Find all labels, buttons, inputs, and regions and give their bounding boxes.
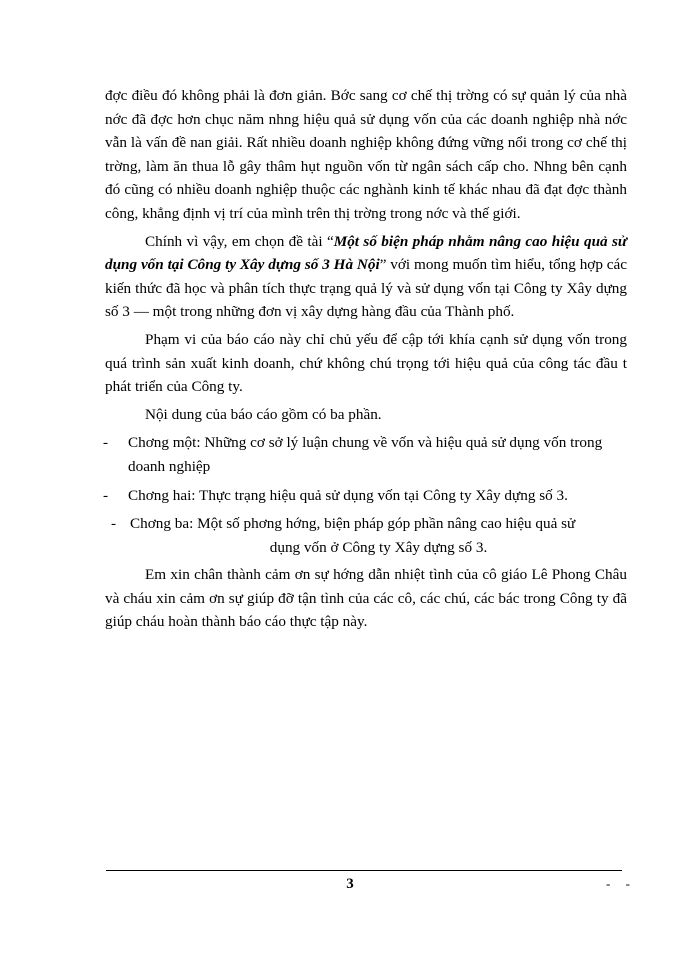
list-item-chapter-3 [105,512,627,559]
page-number: 3 [346,876,354,892]
topic-title: Một số biện pháp nhằm nâng cao hiệu quả sử dụng vốn tại Công ty Xây dựng số 3 Hà Nội [105,232,628,274]
bullet-marker: - [103,486,109,504]
footer-dashes: - - [606,876,636,891]
list-item-chapter-2 [105,484,627,508]
chapter-2-text: Chơng hai: Thực trạng hiệu quả sử dụng vốn tại Công ty Xây dựng số 3. [128,486,568,504]
paragraph-topic [105,230,627,324]
chapter-3-text-line2: dụng vốn ở Công ty Xây dựng số 3. [269,538,488,556]
bullet-marker: - [111,515,117,533]
list-item-chapter-1 [105,431,627,478]
footer-rule [106,870,622,871]
topic-prefix: Chính vì vậy, em chọn đề tài “ [145,232,334,250]
bullet-marker: - [103,434,109,452]
document-body [105,84,627,634]
paragraph-contents: Nội dung của báo cáo gồm có ba phần. [145,405,382,423]
chapter-1-text: Chơng một: Những cơ sở lý luận chung về vốn và hiệu quả sử dụng vốn trong doanh nghiệp [128,434,603,475]
paragraph-thanks: Em xin chân thành cảm ơn sự hớng dẫn nhiệt tình của cô giáo Lê Phong Châu và cháu xin cảm ơn sự giúp đỡ tận tình của các cô, các chú, các bác trong Công ty đã giúp cháu hoàn thành báo cáo thực tập này. [105,566,627,631]
chapter-3-text-line1: Chơng ba: Một số phơng hớng, biện pháp góp phần nâng cao hiệu quả sử [130,515,576,533]
topic-suffix: ” với mong muốn tìm hiểu, tổng hợp các kiến thức đã học và phân tích thực trạng quả lý và sử dụng vốn tại Công ty Xây dựng số 3 — một trong những đơn vị xây dựng hàng đầu của Thành phố. [105,256,627,321]
paragraph-scope: Phạm vi của báo cáo này chỉ chủ yếu để cập tới khía cạnh sử dụng vốn trong quá trình sản xuất kinh doanh, chứ không chú trọng tới hiệu quả của công tác đầu t phát triển của Công ty. [105,330,627,396]
paragraph-intro: đợc điều đó không phải là đơn giản. Bớc sang cơ chế thị trờng có sự quản lý của nhà nớc đã đợc hơn chục năm nhng hiệu quả sử dụng vốn của các doanh nghiệp nhà nớc vẫn là vấn đề nan giải. Rất nhiều doanh nghiệp không đứng vững nổi trong cơ chế thị trờng, làm ăn thua lỗ gây thâm hụt nguồn vốn từ ngân sách cấp cho. Nhng bên cạnh đó cũng có nhiều doanh nghiệp thuộc các nghành kinh tế khác nhau đã đạt đợc thành công, khẳng định vị trí của mình trên thị trờng trong nớc và thế giới. [105,87,627,222]
